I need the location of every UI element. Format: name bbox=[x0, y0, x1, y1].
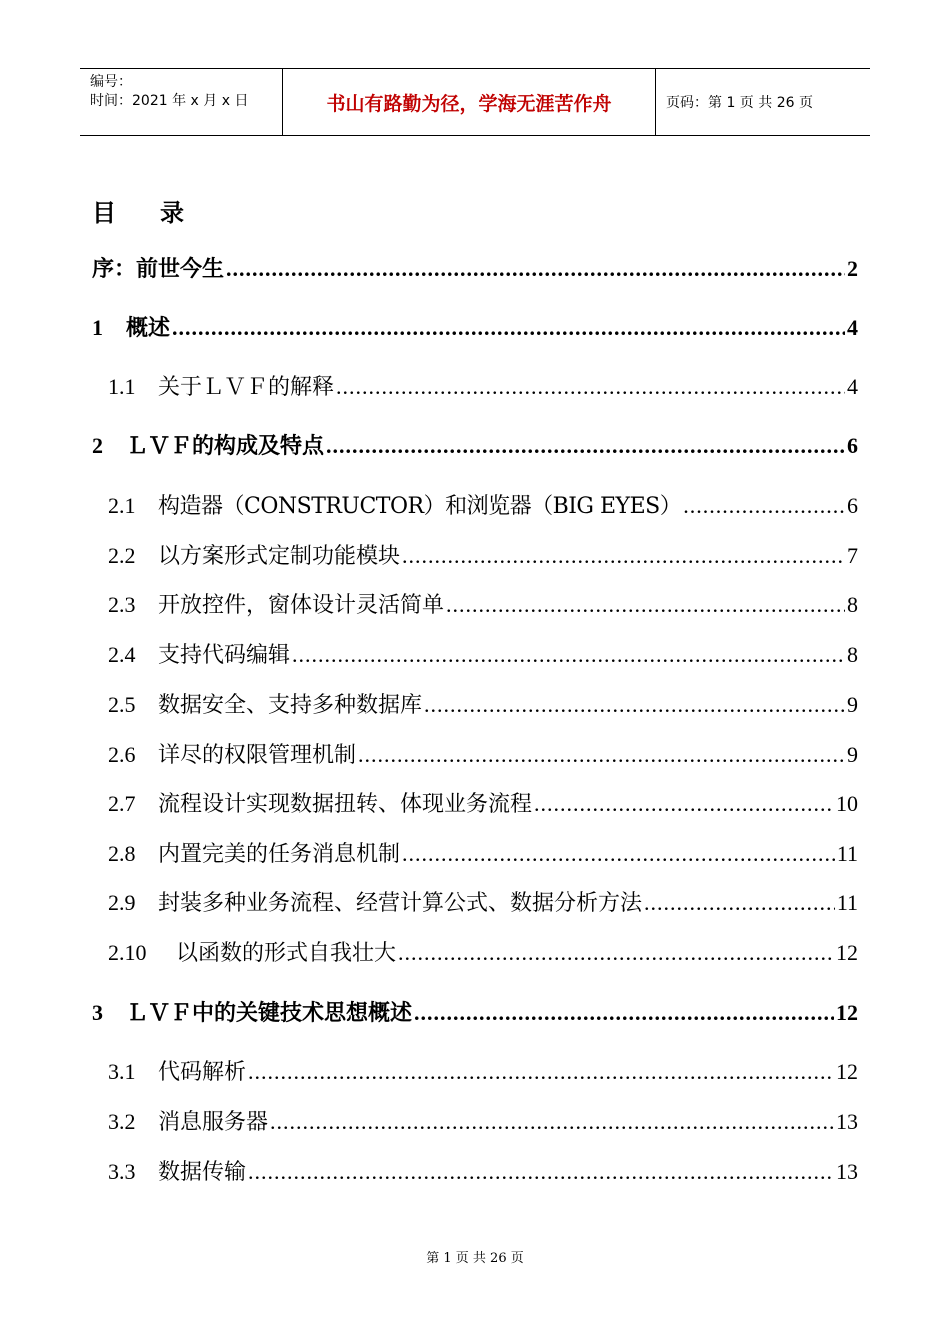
toc-entry-2-4[interactable] bbox=[0, 638, 950, 670]
toc-entry-text: 封装多种业务流程、经营计算公式、数据分析方法 bbox=[158, 891, 643, 916]
toc-entry-page: 4 bbox=[847, 374, 858, 399]
toc-leader-dots bbox=[534, 791, 834, 817]
toc-entry-2-1[interactable] bbox=[0, 489, 950, 521]
toc-entry-3-2[interactable] bbox=[0, 1105, 950, 1137]
toc-entry-2-6[interactable] bbox=[0, 738, 950, 770]
header-page-info: 页码：第 1 页 共 26 页 bbox=[666, 95, 813, 111]
toc-entry-text: ＬＶＦ的构成及特点 bbox=[126, 433, 325, 459]
toc-entry-page: 10 bbox=[836, 791, 858, 816]
toc-title bbox=[92, 193, 184, 228]
toc-entry-page: 12 bbox=[836, 1059, 858, 1084]
toc-leader-dots bbox=[248, 1159, 834, 1185]
toc-entry-text: 关于ＬＶＦ的解释 bbox=[158, 375, 335, 400]
toc-entry-page: 4 bbox=[847, 315, 858, 340]
toc-entry-page: 6 bbox=[847, 433, 858, 458]
toc-entry-3-1[interactable] bbox=[0, 1055, 950, 1087]
toc-entry-preface[interactable] bbox=[0, 252, 950, 284]
toc-entry-text: 详尽的权限管理机制 bbox=[158, 743, 357, 768]
toc-entry-text: 概述 bbox=[126, 315, 171, 341]
toc-entry-text: 以方案形式定制功能模块 bbox=[158, 544, 401, 569]
toc-entry-number: 3.2 bbox=[108, 1109, 136, 1134]
toc-entry-page: 8 bbox=[847, 642, 858, 667]
toc-entry-page: 8 bbox=[847, 592, 858, 617]
toc-entry-number: 2.6 bbox=[108, 742, 136, 767]
toc-entry-text: 构造器（CONSTRUCTOR）和浏览器（BIG EYES） bbox=[158, 494, 682, 519]
toc-entry-page: 2 bbox=[847, 256, 858, 281]
toc-leader-dots bbox=[248, 1059, 834, 1085]
toc-entry-number: 2.2 bbox=[108, 543, 136, 568]
toc-entry-3-3[interactable] bbox=[0, 1155, 950, 1187]
toc-entry-number: 3.1 bbox=[108, 1059, 136, 1084]
toc-entry-number: 2.3 bbox=[108, 592, 136, 617]
page-header bbox=[80, 68, 870, 136]
toc-leader-dots bbox=[402, 543, 845, 569]
header-time-label: 时间：2021 年 x 月 x 日 bbox=[90, 93, 249, 109]
toc-leader-dots bbox=[270, 1109, 834, 1135]
toc-entry-2-9[interactable] bbox=[0, 886, 950, 918]
toc-entry-text: 消息服务器 bbox=[158, 1110, 269, 1135]
header-meta bbox=[80, 69, 282, 135]
toc-entry-text: 序：前世今生 bbox=[92, 256, 225, 282]
toc-title-right: 录 bbox=[160, 198, 184, 227]
toc-entry-number: 2.8 bbox=[108, 841, 136, 866]
toc-entry-2[interactable] bbox=[0, 429, 950, 461]
toc-leader-dots bbox=[644, 890, 835, 916]
toc-entry-text: ＬＶＦ中的关键技术思想概述 bbox=[126, 1000, 413, 1026]
toc-leader-dots bbox=[402, 841, 835, 867]
toc-entry-2-8[interactable] bbox=[0, 837, 950, 869]
toc-entry-number: 2.9 bbox=[108, 890, 136, 915]
toc-leader-dots bbox=[683, 493, 845, 519]
toc-entry-page: 12 bbox=[836, 1000, 858, 1025]
toc-leader-dots bbox=[226, 256, 845, 282]
toc-entry-1-1[interactable] bbox=[0, 370, 950, 402]
toc-entry-page: 11 bbox=[836, 890, 858, 915]
toc-entry-2-7[interactable] bbox=[0, 787, 950, 819]
toc-entry-number: 2.7 bbox=[108, 791, 136, 816]
toc-entry-page: 12 bbox=[836, 940, 858, 965]
toc-entry-page: 11 bbox=[836, 841, 858, 866]
toc-leader-dots bbox=[172, 315, 845, 341]
toc-entry-text: 支持代码编辑 bbox=[158, 643, 291, 668]
toc-title-left: 目 bbox=[92, 198, 116, 227]
toc-entry-page: 13 bbox=[836, 1109, 858, 1134]
header-number-label: 编号： bbox=[90, 74, 132, 90]
toc-entry-number: 2.5 bbox=[108, 692, 136, 717]
toc-leader-dots bbox=[326, 433, 845, 459]
toc-entry-number: 1.1 bbox=[108, 374, 136, 399]
toc-entry-page: 7 bbox=[847, 543, 858, 568]
toc-entry-number: 3 bbox=[92, 1000, 103, 1025]
toc-entry-text: 流程设计实现数据扭转、体现业务流程 bbox=[158, 792, 533, 817]
toc-leader-dots bbox=[424, 692, 845, 718]
toc-entry-2-10[interactable] bbox=[0, 936, 950, 968]
toc-entry-number: 2.10 bbox=[108, 940, 147, 965]
toc-entry-page: 9 bbox=[847, 742, 858, 767]
toc-leader-dots bbox=[398, 940, 834, 966]
toc-leader-dots bbox=[336, 374, 845, 400]
toc-entry-text: 内置完美的任务消息机制 bbox=[158, 842, 401, 867]
toc-leader-dots bbox=[292, 642, 845, 668]
toc-entry-text: 数据传输 bbox=[158, 1160, 247, 1185]
toc-entry-page: 6 bbox=[847, 493, 858, 518]
toc-entry-1[interactable] bbox=[0, 311, 950, 343]
toc-entry-page: 9 bbox=[847, 692, 858, 717]
toc-entry-2-5[interactable] bbox=[0, 688, 950, 720]
toc-entry-number: 1 bbox=[92, 315, 103, 340]
toc-entry-text: 开放控件，窗体设计灵活简单 bbox=[158, 593, 445, 618]
toc-leader-dots bbox=[446, 592, 845, 618]
toc-entry-text: 以函数的形式自我壮大 bbox=[176, 941, 397, 966]
page-footer: 第 1 页 共 26 页 bbox=[426, 1251, 524, 1266]
toc-entry-number: 2 bbox=[92, 433, 103, 458]
toc-entry-2-3[interactable] bbox=[0, 588, 950, 620]
toc-entry-number: 2.1 bbox=[108, 493, 136, 518]
header-motto: 书山有路勤为径，学海无涯苦作舟 bbox=[282, 69, 656, 135]
toc-entry-text: 代码解析 bbox=[158, 1060, 247, 1085]
toc-entry-2-2[interactable] bbox=[0, 539, 950, 571]
toc-entry-number: 2.4 bbox=[108, 642, 136, 667]
toc-entry-3[interactable] bbox=[0, 996, 950, 1028]
toc-entry-page: 13 bbox=[836, 1159, 858, 1184]
toc-entry-number: 3.3 bbox=[108, 1159, 136, 1184]
toc-entry-text: 数据安全、支持多种数据库 bbox=[158, 693, 423, 718]
toc-leader-dots bbox=[358, 742, 845, 768]
toc-leader-dots bbox=[414, 1000, 834, 1026]
